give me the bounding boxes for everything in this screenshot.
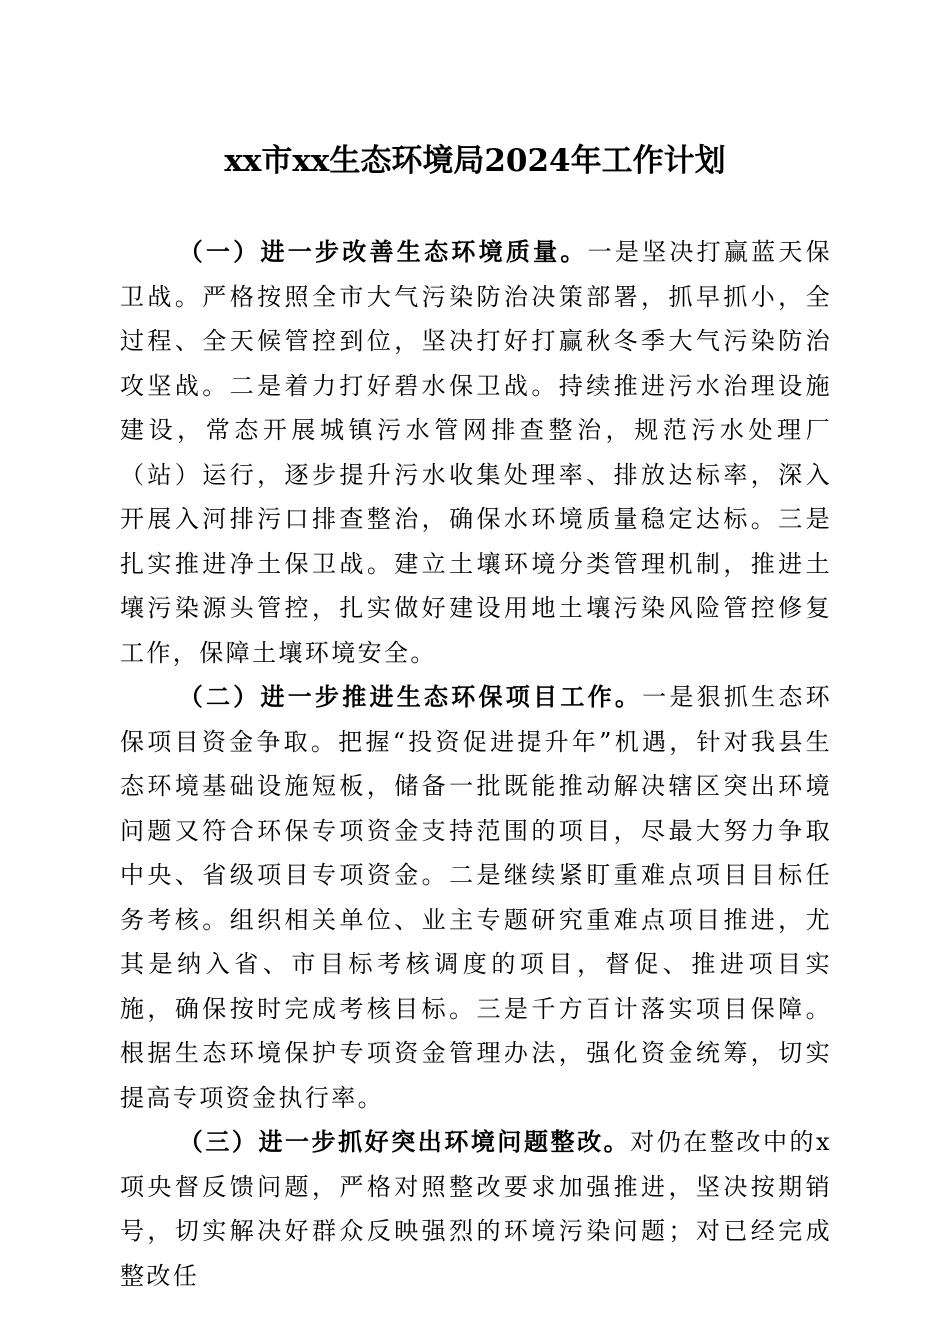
paragraph-1-text: 一是坚决打赢蓝天保卫战。严格按照全市大气污染防治决策部署，抓早抓小，全过程、全天候管控到位，坚决打好打赢秋冬季大气污染防治攻坚战。二是着力打好碧水保卫战。持续推进污水治理设施建设，常态开展城镇污水管网排查整治，规范污水处理厂（站）运行，逐步提升污水收集处理率、排放达标率，深入开展入河排污口排查整治，确保水环境质量稳定达标。三是扎实推进净土保卫战。建立土壤环境分类管理机制，推进土壤污染源头管控，扎实做好建设用地土壤污染风险管控修复工作，保障土壤环境安全。 (120, 238, 832, 667)
paragraph-3 (120, 1120, 832, 1298)
paragraph-1-heading: （一）进一步改善生态环境质量。 (178, 237, 588, 266)
document-title: xx市xx生态环境局2024年工作计划 (224, 143, 726, 179)
paragraph-3-heading: （三）进一步抓好突出环境问题整改。 (178, 1127, 631, 1156)
paragraph-2-text: 一是狠抓生态环保项目资金争取。把握“投资促进提升年”机遇，针对我县生态环境基础设施短板，储备一批既能推动解决辖区突出环境问题又符合环保专项资金支持范围的项目，尽最大努力争取中央、省级项目专项资金。二是继续紧盯重难点项目目标任务考核。组织相关单位、业主专题研究重难点项目推进，尤其是纳入省、市目标考核调度的项目，督促、推进项目实施，确保按时完成考核目标。三是千方百计落实项目保障。根据生态环境保护专项资金管理办法，强化资金统筹，切实提高专项资金执行率。 (120, 683, 832, 1112)
paragraph-2-heading: （二）进一步推进生态环保项目工作。 (178, 682, 643, 711)
paragraph-3-text: 对仍在整改中的x项央督反馈问题，严格对照整改要求加强推进，坚决按期销号，切实解决好群众反映强烈的环境污染问题；对已经完成整改任 (120, 1128, 832, 1290)
paragraph-2 (120, 675, 832, 1120)
paragraph-1 (120, 230, 832, 675)
document-body (120, 230, 832, 1298)
